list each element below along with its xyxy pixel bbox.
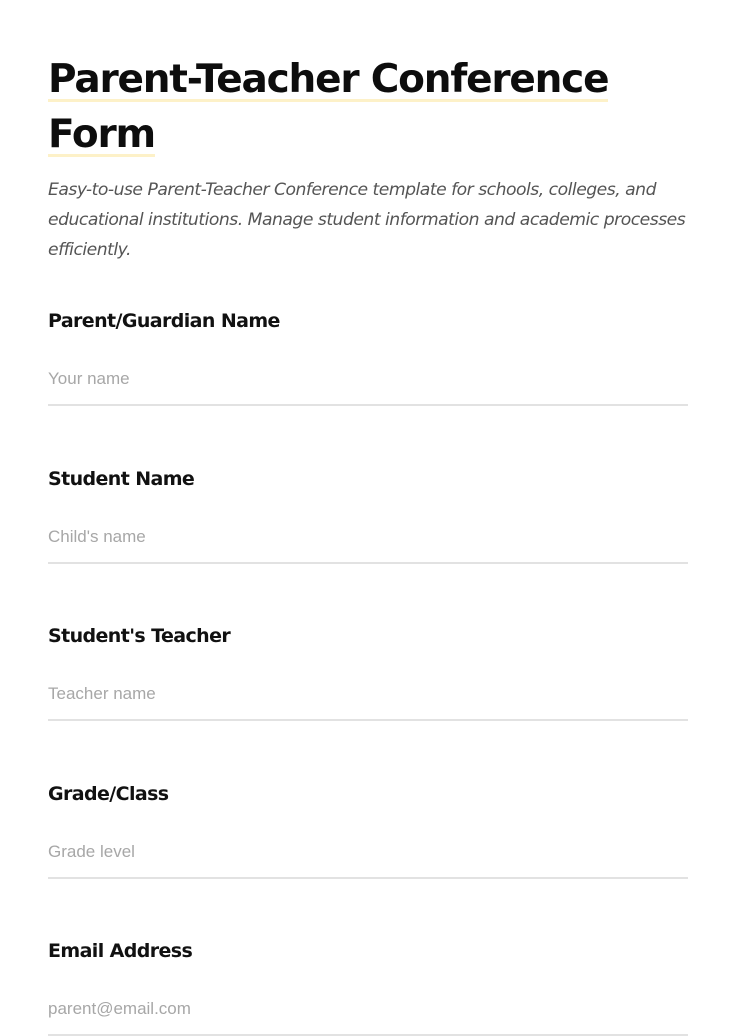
grade-class-input[interactable] <box>48 841 688 879</box>
student-name-label: Student Name <box>48 468 195 490</box>
parent-guardian-name-label: Parent/Guardian Name <box>48 310 280 332</box>
email-address-input[interactable] <box>48 998 688 1036</box>
students-teacher-label: Student's Teacher <box>48 625 231 647</box>
form-description: Easy-to-use Parent-Teacher Conference template for schools, colleges, and educational institutions. Manage student information and academic processes efficiently. <box>48 180 686 260</box>
student-name-field <box>48 466 688 564</box>
title-line-1: Parent-Teacher Conference <box>48 57 609 102</box>
email-address-field <box>48 938 688 1036</box>
grade-class-field <box>48 781 688 879</box>
form-page <box>0 0 736 265</box>
students-teacher-field <box>48 623 688 721</box>
email-address-label: Email Address <box>48 940 193 962</box>
student-name-input[interactable] <box>48 526 688 564</box>
parent-guardian-name-field <box>48 308 688 406</box>
page-title <box>48 52 688 162</box>
parent-guardian-name-input[interactable] <box>48 368 688 406</box>
students-teacher-input[interactable] <box>48 683 688 721</box>
grade-class-label: Grade/Class <box>48 783 169 805</box>
title-line-2: Form <box>48 112 155 157</box>
